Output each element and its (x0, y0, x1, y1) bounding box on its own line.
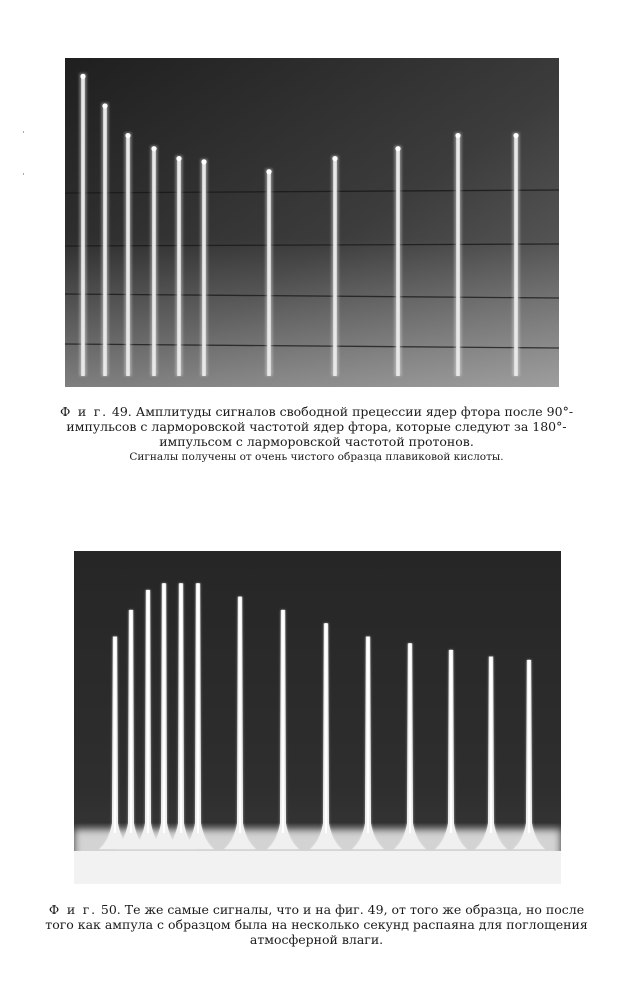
signal-trace (266, 169, 273, 376)
figure-50-image (74, 551, 561, 884)
caption-text: Те же самые сигналы, что и на фиг. 49, от того же образца, но после того как ампула с образцом была на несколько секунд распаяна для поглощения атмосферной влаги. (45, 902, 588, 947)
figure-50-oscillogram (74, 551, 561, 884)
figure-50-caption (40, 902, 593, 947)
margin-mark: · (22, 128, 25, 138)
signal-trace (102, 103, 109, 376)
figure-49-oscillogram (65, 58, 559, 387)
signal-trace (332, 156, 339, 376)
signal-trace (80, 73, 87, 376)
signal-trace (151, 146, 158, 376)
margin-mark: · (22, 170, 25, 180)
figure-label: Ф и г. (48, 902, 97, 917)
signal-trace (176, 156, 183, 376)
figure-49-image (65, 58, 559, 387)
figure-number: 50. (100, 902, 121, 917)
signal-trace (513, 133, 520, 376)
signal-trace (125, 133, 132, 376)
signal-trace (395, 146, 402, 376)
figure-49-caption (40, 404, 593, 465)
caption-text: Амплитуды сигналов свободной прецессии ядер фтора после 90°-импульсов с ларморовской частотой ядер фтора, которые следуют за 180°-импульсом с ларморовской частотой протонов. (66, 404, 574, 449)
figure-label: Ф и г. (59, 404, 108, 419)
signal-trace (201, 159, 208, 376)
figure-number: 49. (111, 404, 132, 419)
caption-note: Сигналы получены от очень чистого образца плавиковой кислоты. (129, 451, 504, 463)
signal-trace (455, 133, 462, 376)
